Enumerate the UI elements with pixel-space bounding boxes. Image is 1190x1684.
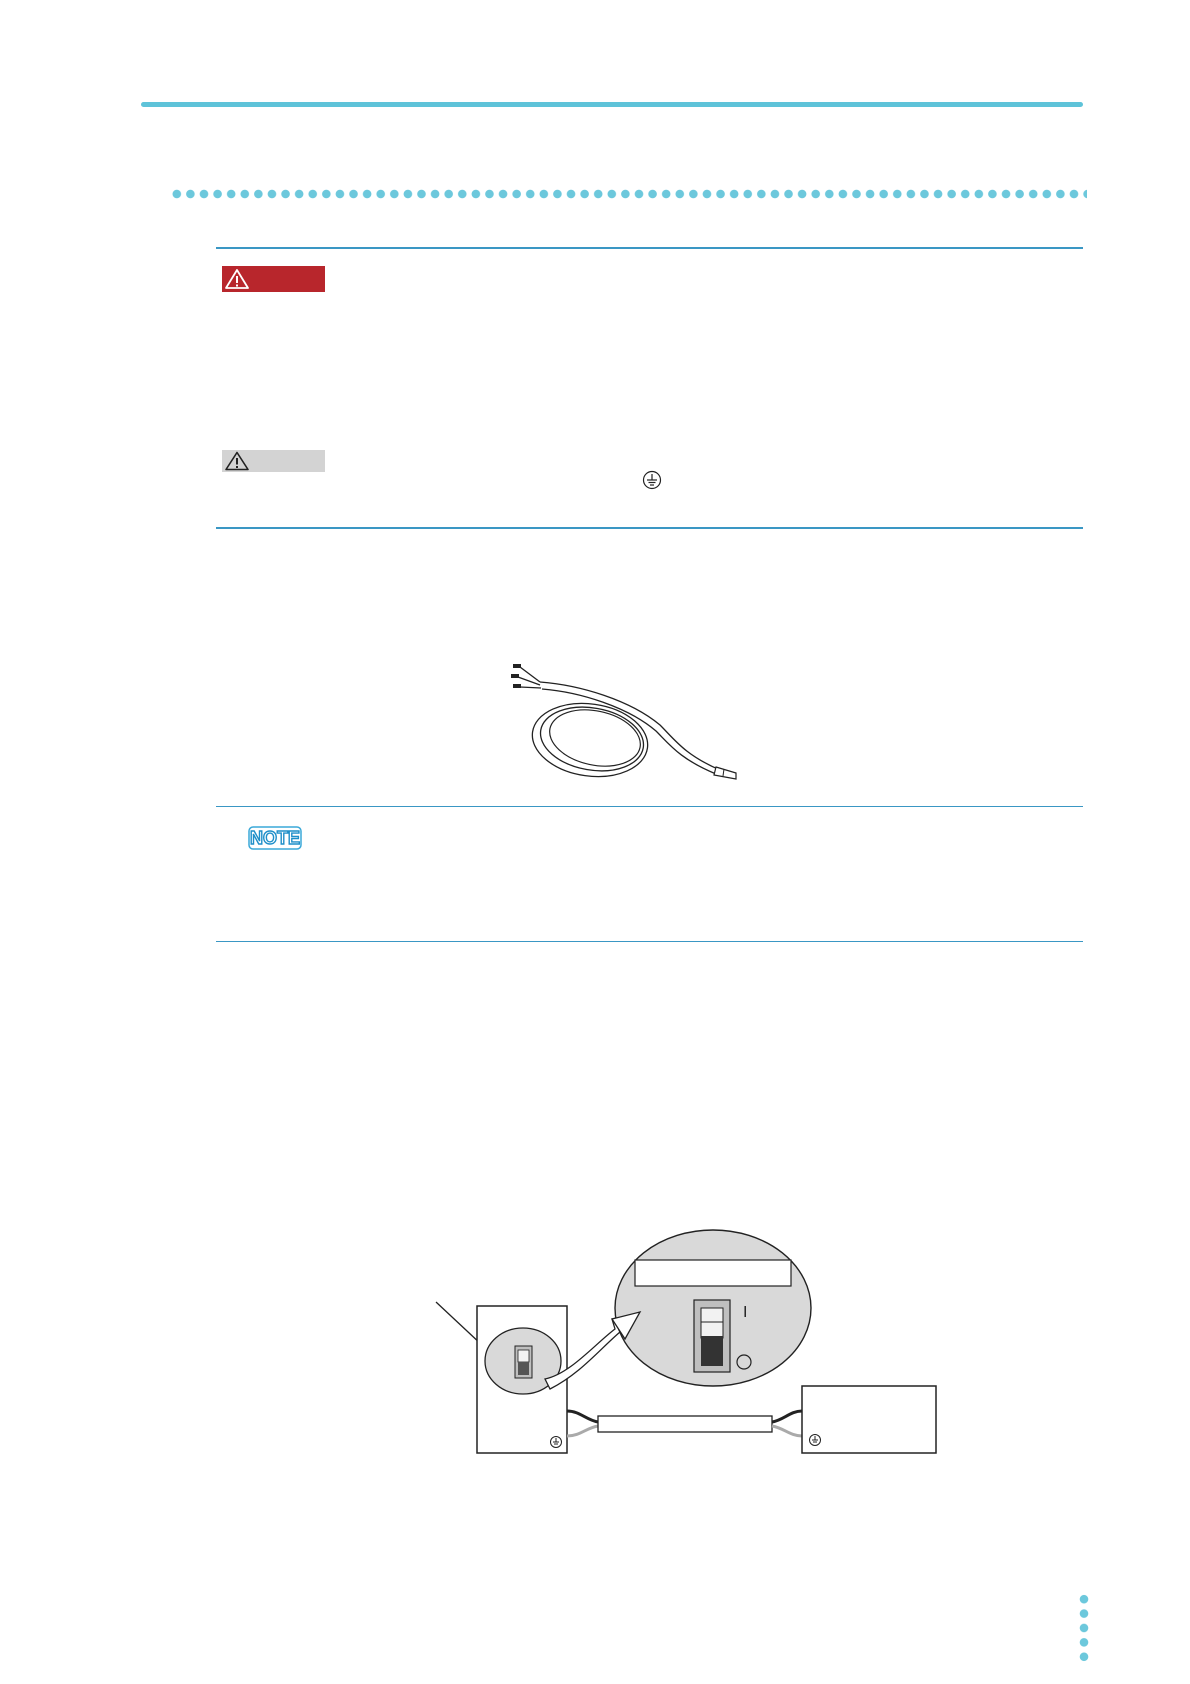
caution-badge (222, 450, 325, 472)
header-rule (141, 102, 1083, 107)
warning-triangle-icon (224, 451, 250, 471)
power-cord-illustration (510, 655, 750, 795)
side-page-marker (1078, 1592, 1090, 1664)
warning-block-top-rule (216, 247, 1083, 249)
note-block-bottom-rule (216, 941, 1083, 942)
warning-badge (222, 266, 325, 292)
switch-on-mark: I (743, 1304, 748, 1321)
warning-block-bottom-rule (216, 527, 1083, 529)
note-label: NOTE (249, 828, 301, 848)
switchboard-connection-diagram (420, 1224, 960, 1464)
section-dotted-rule (170, 188, 1087, 200)
note-badge (248, 826, 302, 850)
protective-ground-icon (642, 470, 662, 490)
warning-triangle-icon (224, 268, 250, 290)
note-block-top-rule (216, 806, 1083, 807)
